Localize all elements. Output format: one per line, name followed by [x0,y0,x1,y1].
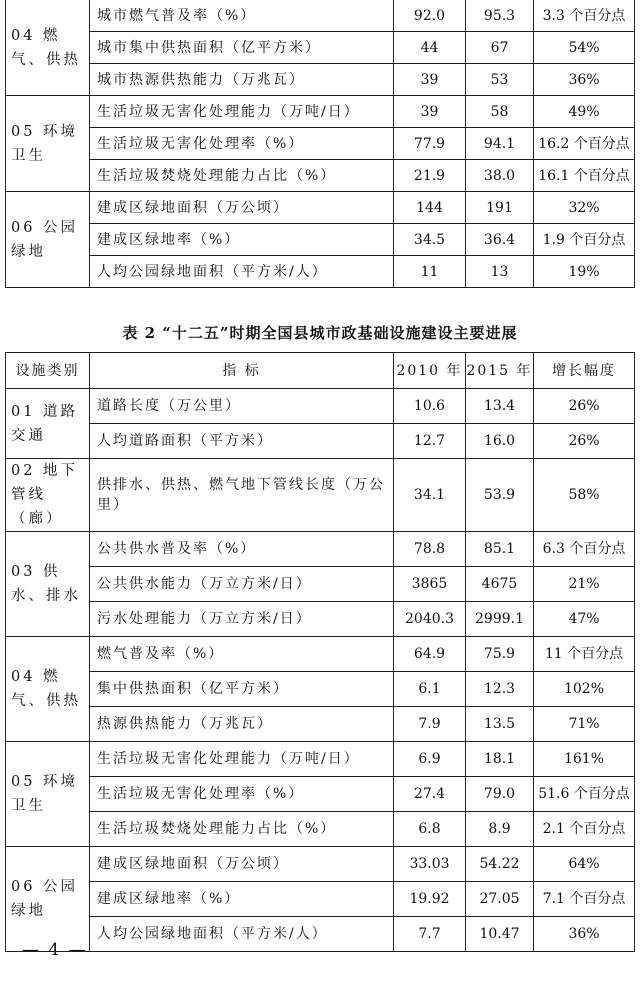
value-2010-cell: 39 [394,64,466,96]
indicator-cell: 道路长度（万公里） [90,389,394,424]
table-1-body [6,0,635,288]
value-2010-cell: 77.9 [394,128,466,160]
table-row [6,847,635,882]
value-2010-cell: 6.8 [394,812,466,847]
indicator-cell: 生活垃圾无害化处理能力（万吨/日） [90,742,394,777]
value-2010-cell: 144 [394,192,466,224]
table-row [6,459,635,532]
value-2010-cell: 34.5 [394,224,466,256]
value-2010-cell: 39 [394,96,466,128]
table-row [6,637,635,672]
value-2015-cell: 38.0 [466,160,534,192]
indicator-cell: 建成区绿地率（%） [90,224,394,256]
table-row [6,882,635,917]
value-2015-cell: 8.9 [466,812,534,847]
value-2010-cell: 10.6 [394,389,466,424]
growth-cell: 16.1 个百分点 [534,160,635,192]
value-2015-cell: 4675 [466,567,534,602]
value-2010-cell: 78.8 [394,532,466,567]
growth-cell: 2.1 个百分点 [534,812,635,847]
value-2010-cell: 19.92 [394,882,466,917]
table-row [6,389,635,424]
indicator-cell: 集中供热面积（亿平方米） [90,672,394,707]
value-2010-cell: 6.9 [394,742,466,777]
indicator-cell: 公共供水能力（万立方米/日） [90,567,394,602]
indicator-cell: 人均公园绿地面积（平方米/人） [90,256,394,288]
growth-cell: 19% [534,256,635,288]
value-2015-cell: 191 [466,192,534,224]
table-row [6,160,635,192]
indicator-cell: 生活垃圾焚烧处理能力占比（%） [90,160,394,192]
table-row [6,0,635,32]
growth-cell: 26% [534,389,635,424]
value-2010-cell: 7.7 [394,917,466,952]
table-row [6,672,635,707]
table-row [6,192,635,224]
header-2015: 2015 年 [466,353,534,389]
value-2015-cell: 13 [466,256,534,288]
value-2010-cell: 64.9 [394,637,466,672]
indicator-cell: 生活垃圾焚烧处理能力占比（%） [90,812,394,847]
indicator-cell: 热源供热能力（万兆瓦） [90,707,394,742]
value-2015-cell: 10.47 [466,917,534,952]
table-2 [5,352,635,952]
table-row [6,777,635,812]
value-2015-cell: 94.1 [466,128,534,160]
indicator-cell: 生活垃圾无害化处理率（%） [90,777,394,812]
value-2010-cell: 92.0 [394,0,466,32]
value-2010-cell: 27.4 [394,777,466,812]
indicator-cell: 污水处理能力（万立方米/日） [90,602,394,637]
growth-cell: 47% [534,602,635,637]
indicator-cell: 建成区绿地面积（万公顷） [90,192,394,224]
value-2010-cell: 6.1 [394,672,466,707]
table-2-caption: 表 2 “十二五”时期全国县城市政基础设施建设主要进展 [122,324,518,342]
growth-cell: 7.1 个百分点 [534,882,635,917]
indicator-cell: 生活垃圾无害化处理能力（万吨/日） [90,96,394,128]
table-row [6,707,635,742]
category-cell: 06 公园绿地 [6,192,90,288]
header-category: 设施类别 [6,353,90,389]
indicator-cell: 燃气普及率（%） [90,637,394,672]
value-2010-cell: 7.9 [394,707,466,742]
value-2015-cell: 58 [466,96,534,128]
value-2015-cell: 95.3 [466,0,534,32]
category-cell: 04 燃气、供热 [6,0,90,96]
table-row [6,128,635,160]
category-cell: 05 环境卫生 [6,742,90,847]
table-row [6,256,635,288]
indicator-cell: 城市热源供热能力（万兆瓦） [90,64,394,96]
header-indicator: 指 标 [90,353,394,389]
value-2015-cell: 2999.1 [466,602,534,637]
value-2015-cell: 12.3 [466,672,534,707]
indicator-cell: 建成区绿地面积（万公顷） [90,847,394,882]
value-2010-cell: 12.7 [394,424,466,459]
table-row [6,224,635,256]
table-row [6,32,635,64]
growth-cell: 32% [534,192,635,224]
table-1-continued [5,0,635,288]
table-row [6,532,635,567]
indicator-cell: 生活垃圾无害化处理率（%） [90,128,394,160]
growth-cell: 58% [534,459,635,532]
value-2010-cell: 3865 [394,567,466,602]
table-row [6,742,635,777]
indicator-cell: 人均道路面积（平方米） [90,424,394,459]
indicator-cell: 人均公园绿地面积（平方米/人） [90,917,394,952]
indicator-cell: 建成区绿地率（%） [90,882,394,917]
category-cell: 04 燃气、供热 [6,637,90,742]
growth-cell: 54% [534,32,635,64]
value-2015-cell: 13.4 [466,389,534,424]
value-2015-cell: 67 [466,32,534,64]
growth-cell: 102% [534,672,635,707]
value-2010-cell: 21.9 [394,160,466,192]
value-2015-cell: 16.0 [466,424,534,459]
table-row [6,567,635,602]
value-2015-cell: 54.22 [466,847,534,882]
growth-cell: 36% [534,64,635,96]
header-growth: 增长幅度 [534,353,635,389]
growth-cell: 64% [534,847,635,882]
value-2015-cell: 75.9 [466,637,534,672]
value-2010-cell: 33.03 [394,847,466,882]
category-cell: 02 地下管线（廊） [6,459,90,532]
value-2015-cell: 36.4 [466,224,534,256]
category-cell: 03 供水、排水 [6,532,90,637]
table-row [6,96,635,128]
category-cell: 06 公园绿地 [6,847,90,952]
growth-cell: 1.9 个百分点 [534,224,635,256]
value-2010-cell: 11 [394,256,466,288]
growth-cell: 3.3 个百分点 [534,0,635,32]
table-row [6,64,635,96]
value-2010-cell: 2040.3 [394,602,466,637]
growth-cell: 16.2 个百分点 [534,128,635,160]
indicator-cell: 城市燃气普及率（%） [90,0,394,32]
page-number: — 4 — [22,940,88,960]
growth-cell: 36% [534,917,635,952]
indicator-cell: 供排水、供热、燃气地下管线长度（万公里） [90,459,394,532]
growth-cell: 51.6 个百分点 [534,777,635,812]
header-2010: 2010 年 [394,353,466,389]
growth-cell: 21% [534,567,635,602]
value-2015-cell: 13.5 [466,707,534,742]
value-2015-cell: 53 [466,64,534,96]
value-2015-cell: 79.0 [466,777,534,812]
table-2-header-row [6,353,635,389]
growth-cell: 161% [534,742,635,777]
value-2015-cell: 27.05 [466,882,534,917]
growth-cell: 26% [534,424,635,459]
growth-cell: 6.3 个百分点 [534,532,635,567]
category-cell: 01 道路交通 [6,389,90,459]
value-2015-cell: 53.9 [466,459,534,532]
growth-cell: 71% [534,707,635,742]
table-row [6,602,635,637]
indicator-cell: 公共供水普及率（%） [90,532,394,567]
value-2015-cell: 85.1 [466,532,534,567]
table-row [6,424,635,459]
growth-cell: 11 个百分点 [534,637,635,672]
growth-cell: 49% [534,96,635,128]
value-2010-cell: 34.1 [394,459,466,532]
table-row [6,812,635,847]
value-2015-cell: 18.1 [466,742,534,777]
value-2010-cell: 44 [394,32,466,64]
category-cell: 05 环境卫生 [6,96,90,192]
table-2-body [6,389,635,952]
table-row [6,917,635,952]
indicator-cell: 城市集中供热面积（亿平方米） [90,32,394,64]
